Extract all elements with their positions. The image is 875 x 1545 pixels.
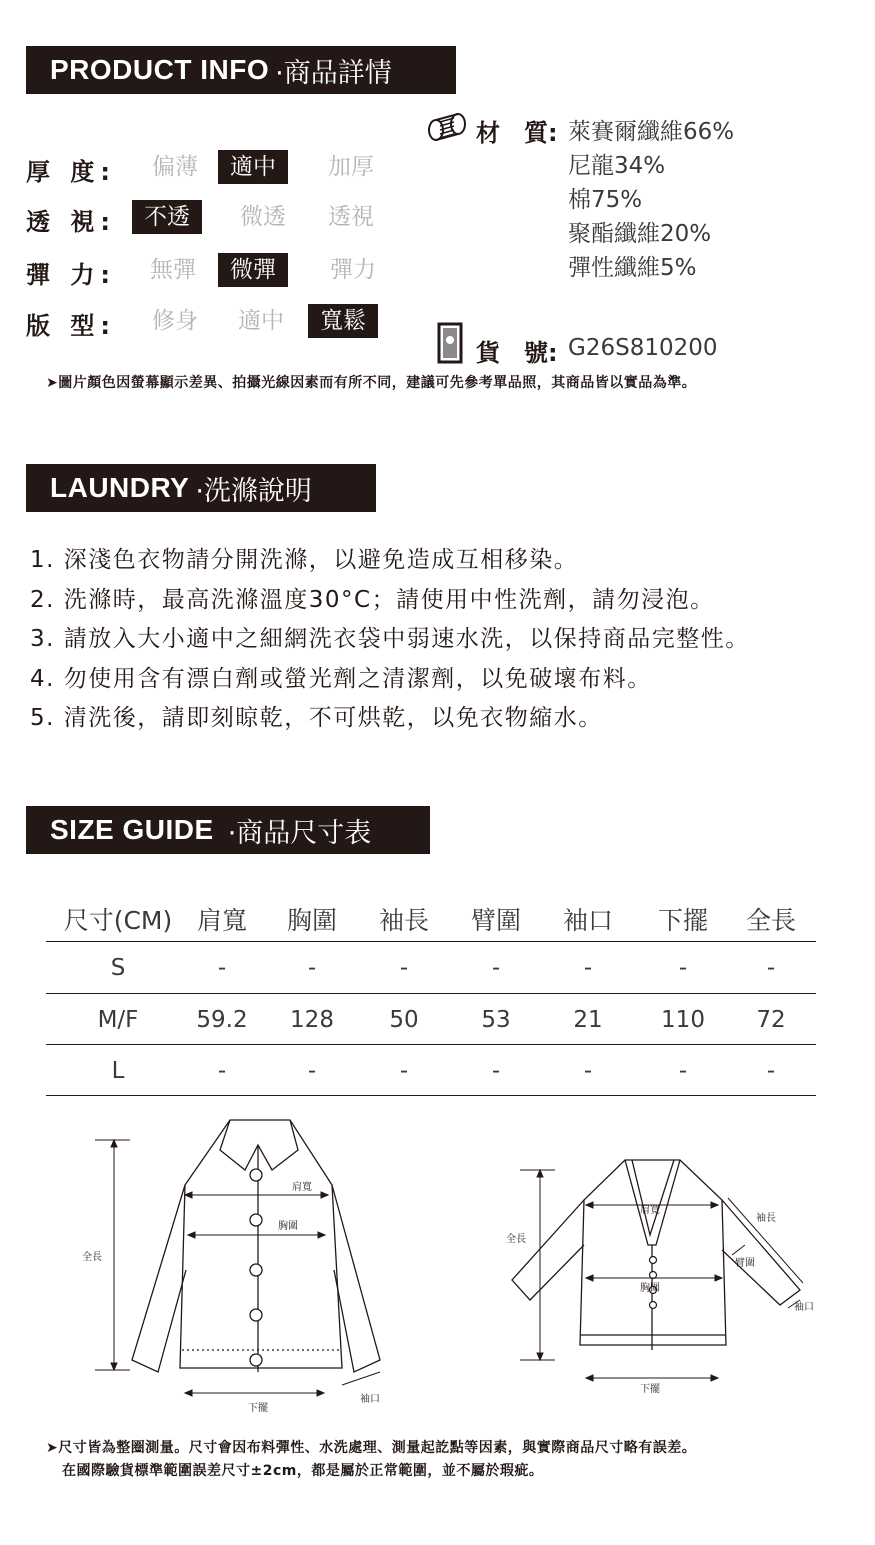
table-cell: - bbox=[217, 1058, 227, 1084]
cardigan-label-arm: 臂圍 bbox=[735, 1258, 755, 1269]
size-note-2: 在國際驗貨標準範圍誤差尺寸±2cm，都是屬於正常範圍，並不屬於瑕疵。 bbox=[62, 1463, 544, 1479]
table-cell: S bbox=[110, 955, 126, 981]
material-item: 聚酯纖維20% bbox=[568, 221, 712, 247]
attribute-label: 厚 度: bbox=[26, 158, 116, 186]
table-header-cell: 尺寸(CM) bbox=[63, 906, 173, 935]
attribute-option: 微透 bbox=[240, 204, 286, 230]
product-info-note: ➤圖片顏色因螢幕顯示差異、拍攝光線因素而有所不同，建議可先參考單品照，其商品皆以實品為準。 bbox=[46, 375, 697, 391]
jacket-label-length: 全長 bbox=[82, 1252, 102, 1263]
jacket-label-chest: 胸圍 bbox=[278, 1221, 298, 1232]
table-cell: - bbox=[491, 955, 501, 981]
cardigan-diagram bbox=[500, 1150, 830, 1400]
attribute-option: 適中 bbox=[238, 308, 284, 334]
table-header-cell: 全長 bbox=[745, 906, 796, 935]
attribute-option-selected: 微彈 bbox=[218, 253, 288, 287]
laundry-item: 5. 清洗後，請即刻晾乾，不可烘乾，以免衣物縮水。 bbox=[30, 705, 603, 731]
table-header-cell: 袖口 bbox=[562, 906, 613, 935]
table-cell: - bbox=[217, 955, 227, 981]
attribute-option: 無彈 bbox=[150, 257, 196, 283]
size-guide-title-zh: ·商品尺寸表 bbox=[227, 817, 372, 849]
table-divider bbox=[46, 993, 816, 994]
table-cell: - bbox=[307, 1058, 317, 1084]
cardigan-label-hem: 下擺 bbox=[640, 1384, 660, 1395]
attribute-label: 版 型: bbox=[26, 312, 116, 340]
table-cell: - bbox=[678, 1058, 688, 1084]
table-cell: 128 bbox=[290, 1007, 334, 1033]
attribute-option: 透視 bbox=[328, 204, 374, 230]
table-header-cell: 胸圍 bbox=[286, 906, 337, 935]
table-cell: 72 bbox=[756, 1007, 786, 1033]
item-no-value: G26S810200 bbox=[568, 335, 718, 361]
attribute-label: 彈 力: bbox=[26, 261, 116, 289]
laundry-item: 4. 勿使用含有漂白劑或螢光劑之清潔劑，以免破壞布料。 bbox=[30, 665, 652, 692]
table-cell: - bbox=[583, 1058, 593, 1084]
table-cell: 59.2 bbox=[196, 1007, 248, 1033]
table-cell: 50 bbox=[389, 1007, 419, 1033]
cardigan-label-shoulder: 肩寬 bbox=[640, 1205, 660, 1216]
table-divider bbox=[46, 941, 816, 942]
size-guide-banner bbox=[26, 806, 430, 854]
table-cell: - bbox=[678, 955, 688, 981]
cardigan-label-sleeve: 袖長 bbox=[756, 1213, 776, 1224]
attribute-option: 修身 bbox=[152, 308, 198, 334]
product-info-banner bbox=[26, 46, 456, 94]
jacket-label-hem: 下擺 bbox=[248, 1403, 268, 1414]
table-header-cell: 肩寬 bbox=[196, 906, 247, 935]
table-cell: - bbox=[491, 1058, 501, 1084]
cardigan-label-cuff: 袖口 bbox=[794, 1302, 814, 1313]
table-header-cell: 袖長 bbox=[378, 906, 429, 935]
jacket-label-cuff: 袖口 bbox=[360, 1394, 380, 1405]
attribute-option: 彈力 bbox=[330, 257, 376, 283]
laundry-item: 3. 請放入大小適中之細網洗衣袋中弱速水洗，以保持商品完整性。 bbox=[30, 626, 750, 652]
table-cell: - bbox=[399, 1058, 409, 1084]
jacket-diagram bbox=[80, 1110, 400, 1420]
table-cell: 53 bbox=[481, 1007, 511, 1033]
attribute-option: 偏薄 bbox=[152, 154, 198, 180]
table-header-cell: 下擺 bbox=[657, 906, 708, 935]
table-cell: 110 bbox=[661, 1007, 705, 1033]
attribute-option-selected: 寬鬆 bbox=[308, 304, 378, 338]
table-header-cell: 臂圍 bbox=[470, 906, 521, 935]
material-label: 材 質: bbox=[476, 119, 558, 147]
jacket-label-shoulder: 肩寬 bbox=[292, 1182, 312, 1193]
laundry-title-en: LAUNDRY bbox=[50, 472, 190, 503]
attribute-label: 透 視: bbox=[26, 208, 116, 236]
table-cell: M/F bbox=[97, 1007, 139, 1033]
cardigan-label-length: 全長 bbox=[506, 1234, 526, 1245]
table-divider bbox=[46, 1044, 816, 1045]
tag-icon bbox=[437, 322, 463, 364]
thread-spool-icon bbox=[426, 112, 470, 144]
table-cell: 21 bbox=[573, 1007, 603, 1033]
laundry-title-zh: ·洗滌說明 bbox=[195, 475, 312, 507]
cardigan-label-chest: 胸圍 bbox=[640, 1283, 660, 1294]
laundry-item: 2. 洗滌時，最高洗滌溫度30°C；請使用中性洗劑，請勿浸泡。 bbox=[30, 586, 715, 613]
attribute-option: 加厚 bbox=[328, 154, 374, 180]
table-cell: - bbox=[399, 955, 409, 981]
attribute-option-selected: 適中 bbox=[218, 150, 288, 184]
laundry-banner bbox=[26, 464, 376, 512]
size-note-1: ➤尺寸皆為整圈測量。尺寸會因布料彈性、水洗處理、測量起訖點等因素，與實際商品尺寸略有誤差。 bbox=[46, 1440, 697, 1456]
material-item: 棉75% bbox=[568, 187, 643, 213]
laundry-item: 1. 深淺色衣物請分開洗滌，以避免造成互相移染。 bbox=[30, 547, 579, 573]
table-cell: - bbox=[766, 955, 776, 981]
attribute-option-selected: 不透 bbox=[132, 200, 202, 234]
material-item: 尼龍34% bbox=[568, 153, 666, 179]
table-cell: - bbox=[583, 955, 593, 981]
table-cell: - bbox=[307, 955, 317, 981]
material-item: 萊賽爾纖維66% bbox=[568, 119, 735, 145]
table-cell: - bbox=[766, 1058, 776, 1084]
product-info-title-en: PRODUCT INFO bbox=[50, 54, 270, 85]
table-divider bbox=[46, 1095, 816, 1096]
material-item: 彈性纖維5% bbox=[568, 255, 697, 281]
item-no-label: 貨 號: bbox=[476, 339, 558, 367]
table-cell: L bbox=[111, 1058, 125, 1084]
product-info-title-zh: ·商品詳情 bbox=[275, 57, 392, 89]
size-guide-title-en: SIZE GUIDE bbox=[50, 814, 214, 845]
